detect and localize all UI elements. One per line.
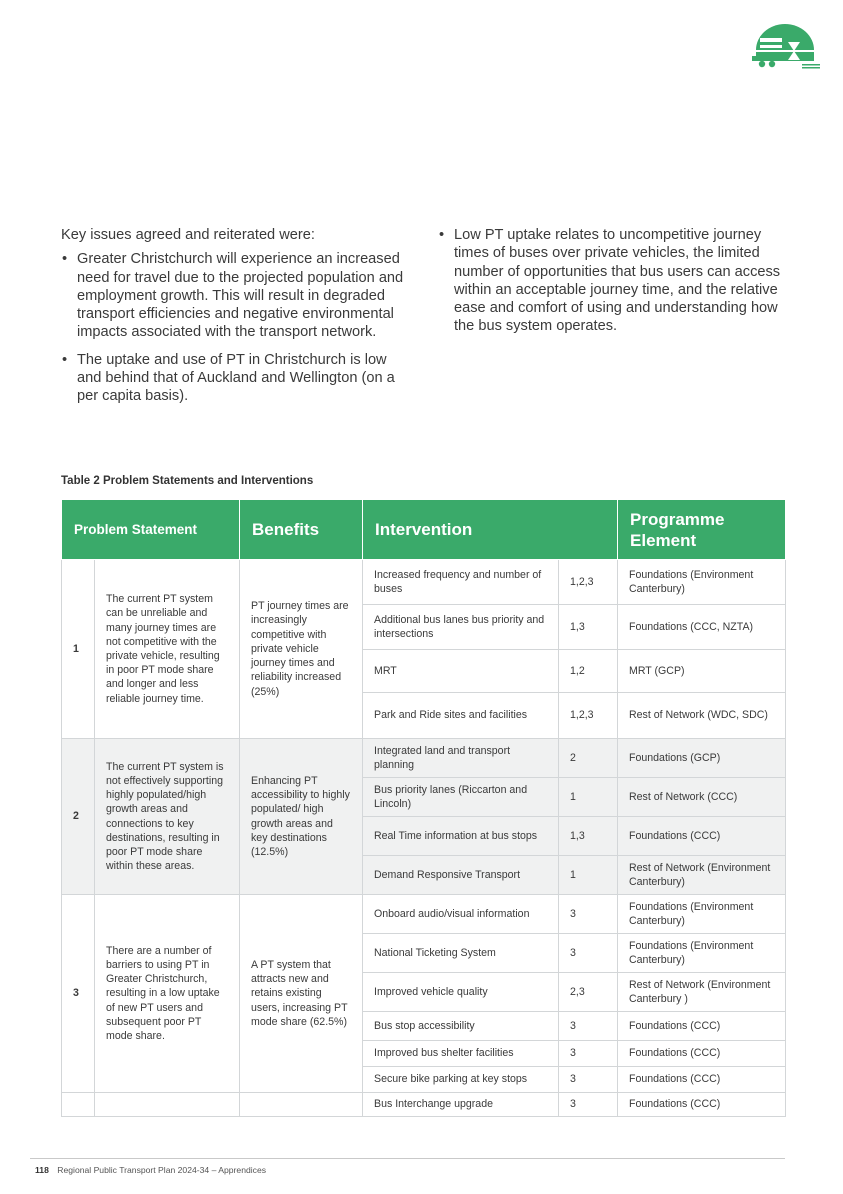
bullet-list-right — [438, 226, 786, 336]
table-header-row — [62, 500, 786, 560]
benefit-text: Enhancing PT accessibility to highly populated/ high growth areas and key destinations (12.5%) — [240, 739, 363, 895]
header-problem-statement: Problem Statement — [62, 500, 240, 560]
page-number: 118 — [35, 1165, 49, 1175]
intervention-cell: Improved bus shelter facilities — [363, 1041, 559, 1067]
priority-cell: 1,3 — [559, 817, 618, 856]
priority-cell: 1,2,3 — [559, 693, 618, 739]
header-benefits: Benefits — [240, 500, 363, 560]
footer-text: Regional Public Transport Plan 2024-34 – Apprendices — [57, 1165, 267, 1175]
problem-number: 1 — [62, 560, 95, 739]
bullet-item: • The uptake and use of PT in Christchurch is low and behind that of Auckland and Wellington (on a per capita basis). — [61, 351, 406, 406]
intervention-cell: Additional bus lanes bus priority and intersections — [363, 605, 559, 650]
priority-cell: 3 — [559, 1012, 618, 1041]
intro-left-column — [61, 226, 406, 415]
transport-logo-icon — [750, 24, 820, 72]
problem-number: 2 — [62, 739, 95, 895]
empty-cell — [62, 1093, 95, 1117]
table-row — [62, 1093, 786, 1117]
table-caption: Table 2 Problem Statements and Interventions — [61, 475, 314, 487]
problem-statements-table — [61, 499, 786, 1117]
intervention-cell: Bus priority lanes (Riccarton and Lincoln) — [363, 778, 559, 817]
programme-element-cell: Foundations (GCP) — [618, 739, 786, 778]
intervention-cell: Demand Responsive Transport — [363, 856, 559, 895]
benefit-text: PT journey times are increasingly competitive with private vehicle journey times and reliability increased (25%) — [240, 560, 363, 739]
bullet-item: • Greater Christchurch will experience an increased need for travel due to the projected population and employment growth. This will result in degraded transport efficiencies and negative environmental impacts associated with the transport network. — [61, 250, 406, 341]
programme-element-cell: Foundations (CCC) — [618, 1012, 786, 1041]
header-programme-element: Programme Element — [618, 500, 786, 560]
programme-element-cell: Foundations (CCC) — [618, 817, 786, 856]
priority-cell: 3 — [559, 1093, 618, 1117]
benefit-text: A PT system that attracts new and retains existing users, increasing PT mode share (62.5%) — [240, 895, 363, 1093]
priority-cell: 1 — [559, 778, 618, 817]
intro-right-column — [438, 226, 786, 345]
priority-cell: 2 — [559, 739, 618, 778]
priority-cell: 3 — [559, 1041, 618, 1067]
intervention-cell: Improved vehicle quality — [363, 973, 559, 1012]
programme-element-cell: Rest of Network (CCC) — [618, 778, 786, 817]
table-row — [62, 739, 786, 778]
priority-cell: 1,3 — [559, 605, 618, 650]
problem-statement: There are a number of barriers to using PT in Greater Christchurch, resulting in a low uptake of new PT users and subsequent poor PT mode share. — [95, 895, 240, 1093]
problem-number: 3 — [62, 895, 95, 1093]
programme-element-cell: MRT (GCP) — [618, 650, 786, 693]
empty-cell — [95, 1093, 240, 1117]
bullet-list-left — [61, 250, 406, 405]
table-row — [62, 560, 786, 605]
intervention-cell: National Ticketing System — [363, 934, 559, 973]
programme-element-cell: Foundations (Environment Canterbury) — [618, 934, 786, 973]
priority-cell: 3 — [559, 895, 618, 934]
programme-element-cell: Foundations (CCC) — [618, 1041, 786, 1067]
programme-element-cell: Foundations (Environment Canterbury) — [618, 895, 786, 934]
intro-lead: Key issues agreed and reiterated were: — [61, 227, 315, 243]
programme-element-cell: Rest of Network (Environment Canterbury ) — [618, 973, 786, 1012]
table-row — [62, 895, 786, 934]
intervention-cell: Park and Ride sites and facilities — [363, 693, 559, 739]
programme-element-cell: Foundations (CCC) — [618, 1093, 786, 1117]
problem-statement: The current PT system is not effectively supporting highly populated/high growth areas and connections to key destinations, resulting in poor PT mode share within these areas. — [95, 739, 240, 895]
intervention-cell: MRT — [363, 650, 559, 693]
intervention-cell: Secure bike parking at key stops — [363, 1067, 559, 1093]
problem-statement: The current PT system can be unreliable and many journey times are not competitive with the private vehicle, resulting in poor PT mode share and longer and less reliable journey time. — [95, 560, 240, 739]
intervention-cell: Onboard audio/visual information — [363, 895, 559, 934]
priority-cell: 2,3 — [559, 973, 618, 1012]
priority-cell: 3 — [559, 934, 618, 973]
programme-element-cell: Foundations (CCC) — [618, 1067, 786, 1093]
intervention-cell: Bus stop accessibility — [363, 1012, 559, 1041]
priority-cell: 1,2,3 — [559, 560, 618, 605]
footer — [35, 1165, 266, 1175]
bullet-item: • Low PT uptake relates to uncompetitive journey times of buses over private vehicles, the limited number of opportunities that bus users can access within an acceptable journey time, and the relative ease and comfort of using and understanding how the bus system operates. — [438, 226, 786, 336]
intervention-cell: Real Time information at bus stops — [363, 817, 559, 856]
intervention-cell: Increased frequency and number of buses — [363, 560, 559, 605]
programme-element-cell: Foundations (Environment Canterbury) — [618, 560, 786, 605]
priority-cell: 3 — [559, 1067, 618, 1093]
programme-element-cell: Rest of Network (Environment Canterbury) — [618, 856, 786, 895]
priority-cell: 1 — [559, 856, 618, 895]
intervention-cell: Bus Interchange upgrade — [363, 1093, 559, 1117]
priority-cell: 1,2 — [559, 650, 618, 693]
empty-cell — [240, 1093, 363, 1117]
intervention-cell: Integrated land and transport planning — [363, 739, 559, 778]
programme-element-cell: Foundations (CCC, NZTA) — [618, 605, 786, 650]
programme-element-cell: Rest of Network (WDC, SDC) — [618, 693, 786, 739]
header-intervention: Intervention — [363, 500, 618, 560]
footer-rule — [30, 1158, 785, 1159]
